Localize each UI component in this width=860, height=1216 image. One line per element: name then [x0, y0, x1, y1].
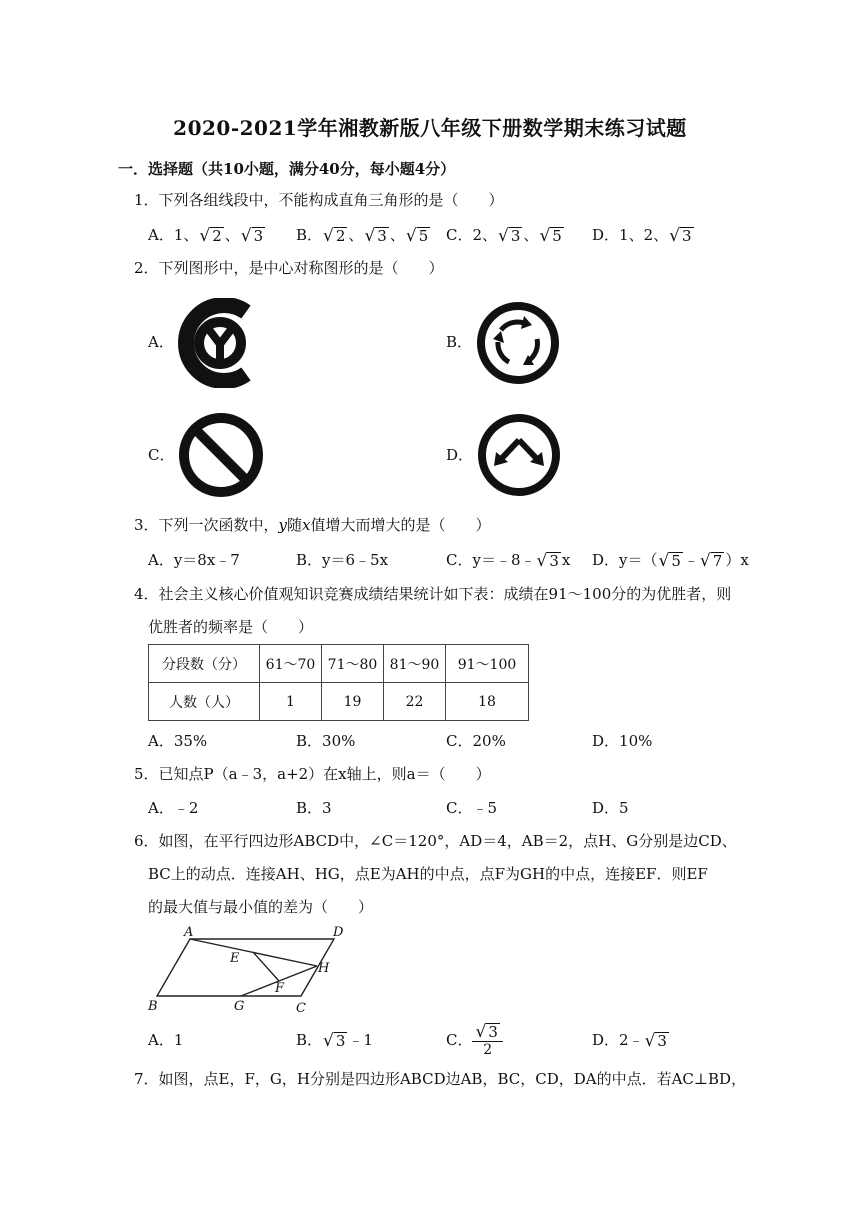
- question-3-stem: 3．下列一次函数中，y随x值增大而增大的是（ ）: [134, 516, 491, 534]
- point-label-h: H: [318, 961, 330, 976]
- section-heading: 一．选择题（共10小题，满分40分，每小题4分）: [118, 160, 456, 178]
- point-label-g: G: [234, 999, 245, 1014]
- q1-option-a: A．1、 √ 2 、 √ 3: [148, 226, 264, 246]
- sqrt-symbol: √ 5: [658, 551, 681, 571]
- parallelogram-diagram: [146, 922, 351, 1014]
- score-table: [148, 644, 529, 721]
- table-row: [149, 683, 529, 721]
- table-cell: 分段数（分）: [149, 645, 260, 683]
- question-2-stem: 2．下列图形中，是中心对称图形的是（ ）: [134, 259, 444, 277]
- sqrt-symbol: √ 5: [539, 226, 562, 246]
- yc-logo-icon: [176, 298, 264, 388]
- roundabout-sign-icon: [474, 298, 562, 388]
- sqrt-symbol: √ 3: [669, 226, 692, 246]
- point-label-f: F: [275, 981, 285, 996]
- question-6-stem-line2: BC上的动点．连接AH、HG，点E为AH的中点，点F为GH的中点，连接EF．则EF: [148, 865, 708, 883]
- question-4-stem-line1: 4．社会主义核心价值观知识竞赛成绩结果统计如下表：成绩在91～100分的为优胜者，则: [134, 585, 732, 603]
- table-cell: 22: [384, 683, 446, 721]
- sqrt-symbol: √ 3: [323, 1031, 346, 1051]
- q4-option-d: D．10%: [592, 732, 653, 750]
- question-4-stem-line2: 优胜者的频率是（ ）: [148, 618, 314, 636]
- q6-option-d: D．2﹣ √ 3: [592, 1031, 667, 1051]
- table-cell: 91～100: [446, 645, 529, 683]
- table-row: [149, 645, 529, 683]
- q2-option-b-label: B．: [446, 333, 473, 351]
- table-cell: 人数（人）: [149, 683, 260, 721]
- split-arrows-sign-icon: [474, 410, 564, 500]
- table-cell: 71～80: [322, 645, 384, 683]
- q1-option-d: D．1、2、 √ 3: [592, 226, 692, 246]
- question-7-stem: 7．如图，点E，F，G，H分别是四边形ABCD边AB，BC，CD，DA的中点．若AC⊥BD，: [134, 1070, 747, 1088]
- q1-option-c: C．2、 √ 3 、 √ 5: [446, 226, 562, 246]
- q3-option-c: C．y＝﹣8﹣ √ 3 x: [446, 551, 571, 571]
- point-label-c: C: [296, 1001, 306, 1014]
- question-5-stem: 5．已知点P（a﹣3，a+2）在x轴上，则a＝（ ）: [134, 765, 491, 783]
- sqrt-symbol: √ 2: [199, 226, 222, 246]
- question-6-stem-line1: 6．如图，在平行四边形ABCD中，∠C＝120°，AD＝4，AB＝2，点H、G分别是边CD、: [134, 832, 737, 850]
- point-label-d: D: [333, 925, 344, 940]
- sqrt-symbol: √ 3: [536, 551, 559, 571]
- point-label-e: E: [230, 951, 240, 966]
- sqrt-symbol: √ 2: [323, 226, 346, 246]
- point-label-b: B: [148, 999, 158, 1014]
- q4-option-c: C．20%: [446, 732, 506, 750]
- table-cell: 18: [446, 683, 529, 721]
- sqrt-symbol: √ 3: [364, 226, 387, 246]
- table-cell: 19: [322, 683, 384, 721]
- q1-option-b: B． √ 2 、 √ 3 、 √ 5: [296, 226, 429, 246]
- q4-option-b: B．30%: [296, 732, 356, 750]
- prohibition-sign-icon: [176, 410, 266, 500]
- page-title: 2020-2021学年湘教新版八年级下册数学期末练习试题: [173, 116, 687, 140]
- q3-option-d: D．y＝（ √ 5 ﹣ √ 7 ）x: [592, 551, 749, 571]
- q5-option-a: A．﹣2: [148, 799, 199, 817]
- sqrt-symbol: √ 7: [699, 551, 723, 571]
- q4-option-a: A．35%: [148, 732, 208, 750]
- table-cell: 61～70: [260, 645, 322, 683]
- q6-option-c: C． √ 3 2: [446, 1022, 503, 1059]
- q6-option-b: B． √ 3 ﹣1: [296, 1031, 373, 1051]
- q3-option-b: B．y＝6﹣5x: [296, 551, 389, 569]
- q5-option-c: C．﹣5: [446, 799, 498, 817]
- sqrt-symbol: √ 5: [405, 226, 429, 246]
- fraction: √ 3 2: [472, 1023, 502, 1059]
- point-label-a: A: [184, 925, 194, 940]
- q3-option-a: A．y＝8x﹣7: [148, 551, 240, 569]
- sqrt-symbol: √ 3: [475, 1022, 498, 1042]
- q5-option-d: D．5: [592, 799, 629, 817]
- q2-option-c-label: C．: [148, 446, 175, 464]
- sqrt-symbol: √ 3: [644, 1031, 667, 1051]
- q6-option-a: A．1: [148, 1031, 184, 1049]
- table-cell: 1: [260, 683, 322, 721]
- table-cell: 81～90: [384, 645, 446, 683]
- q2-option-a-label: A．: [148, 333, 174, 351]
- sqrt-symbol: √ 3: [498, 226, 521, 246]
- sqrt-symbol: √ 3: [240, 226, 264, 246]
- question-6-stem-line3: 的最大值与最小值的差为（ ）: [148, 898, 374, 916]
- q5-option-b: B．3: [296, 799, 332, 817]
- question-1-stem: 1．下列各组线段中，不能构成直角三角形的是（ ）: [134, 191, 504, 209]
- q2-option-d-label: D．: [446, 446, 474, 464]
